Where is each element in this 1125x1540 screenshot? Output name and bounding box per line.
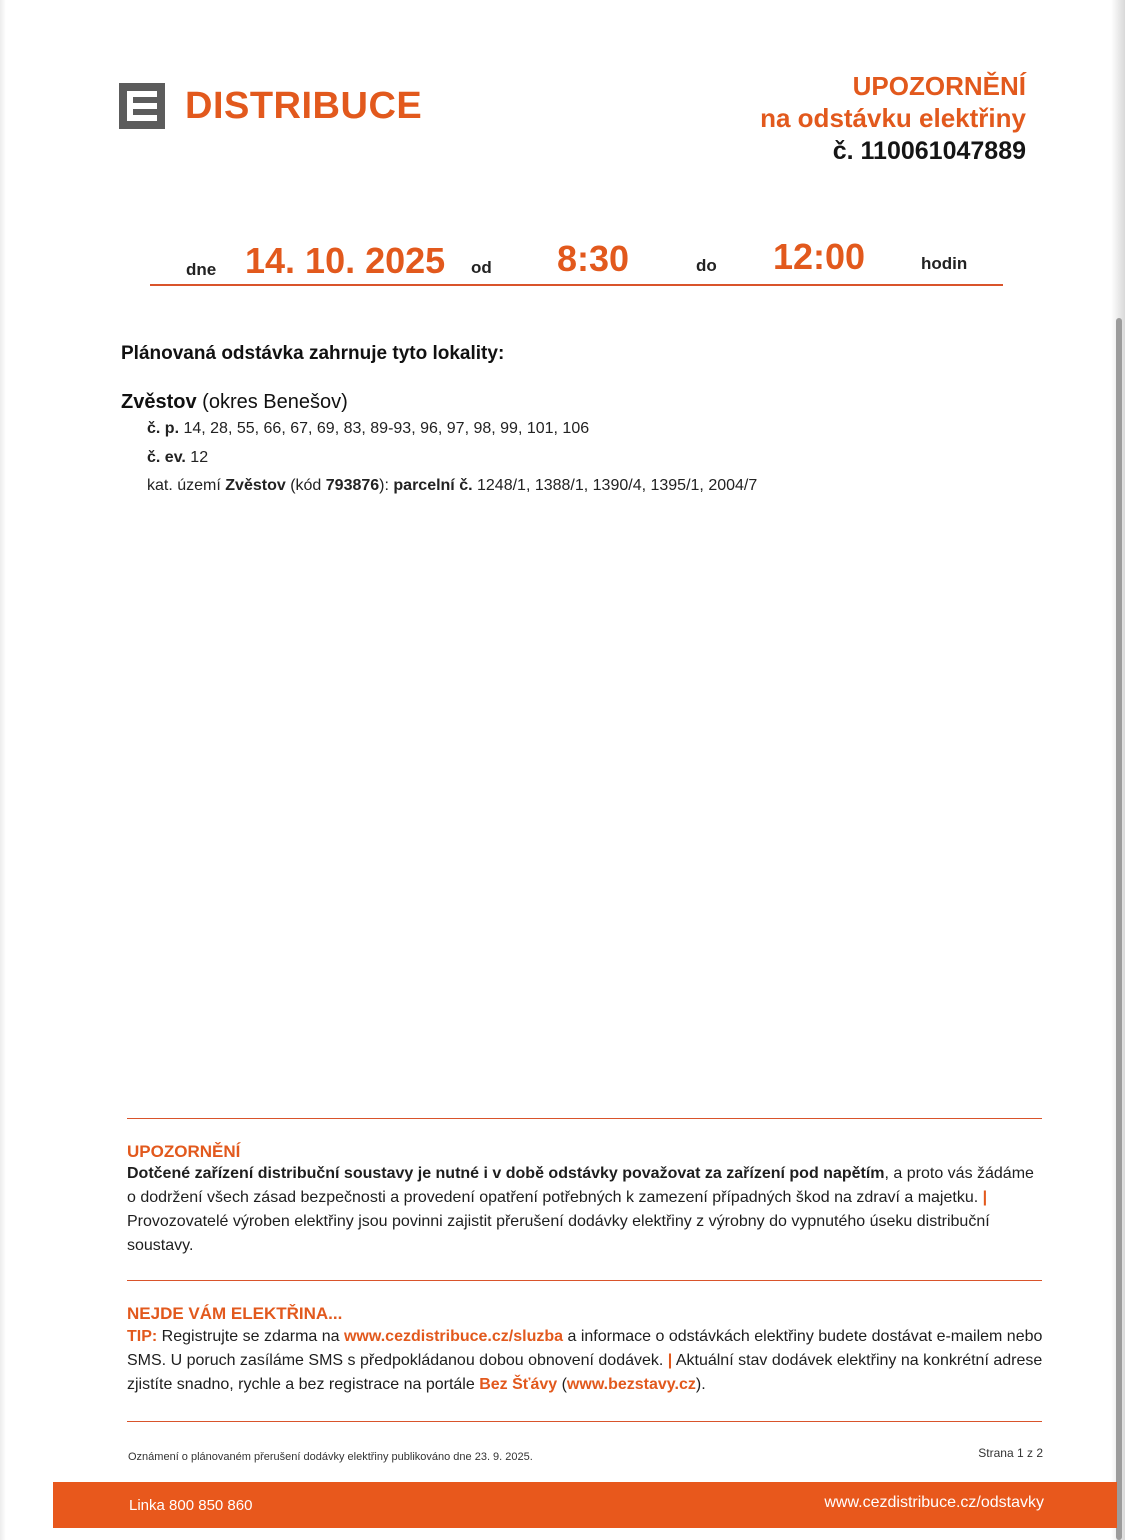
separator: |: [982, 1189, 988, 1206]
cadastral-code-prefix: (kód: [290, 477, 322, 494]
warning-text-2: Provozovatelé výroben elektřiny jsou povinni zajistit přerušení dodávky elektřiny z výrobny do vypnutého úseku distribuční soustavy.: [127, 1213, 990, 1254]
cez-logo-icon: [119, 83, 165, 129]
divider: [127, 1280, 1042, 1281]
house-numbers: [147, 420, 589, 438]
tip-text-2: a informace o odstávkách elektřiny budete dostávat e-mailem nebo SMS. U poruch zasíláme SMS s předpokládanou dobou obnovení dodávek.: [127, 1328, 1043, 1369]
notice-number: č. 110061047889: [832, 137, 1026, 165]
notice-subtitle: na odstávku elektřiny: [760, 103, 1026, 133]
tip-text: [127, 1325, 1047, 1397]
scrollbar-thumb[interactable]: [1116, 318, 1122, 1540]
paren-open: (: [561, 1376, 567, 1393]
outage-schedule: [150, 235, 1003, 285]
page-left-edge: [0, 0, 6, 1540]
registry-numbers-label: č. ev.: [147, 449, 186, 466]
tip-title: NEJDE VÁM ELEKTŘINA...: [127, 1304, 343, 1323]
service-link[interactable]: www.cezdistribuce.cz/sluzba: [343, 1328, 564, 1345]
locations-heading: Plánovaná odstávka zahrnuje tyto lokality:: [121, 343, 505, 364]
date-label: dne: [186, 260, 217, 279]
notice-title: UPOZORNĚNÍ: [852, 71, 1026, 101]
paren-close: ).: [695, 1376, 706, 1393]
divider: [127, 1118, 1042, 1119]
divider: [127, 1421, 1042, 1422]
cadastral-code-suffix: ):: [379, 477, 389, 494]
warning-title: UPOZORNĚNÍ: [127, 1142, 241, 1161]
to-label: do: [696, 256, 717, 275]
tip-label: TIP:: [127, 1328, 158, 1345]
warning-text: [127, 1162, 1047, 1258]
cadastral-prefix: kat. území: [147, 477, 221, 494]
cadastral-code: 793876: [325, 477, 380, 494]
location-place: [121, 391, 348, 414]
end-time: 12:00: [773, 236, 866, 277]
schedule-underline: [150, 284, 1003, 286]
parcel-values: 1248/1, 1388/1, 1390/4, 1395/1, 2004/7: [477, 477, 758, 494]
parcel-label: parcelní č.: [393, 477, 473, 494]
tip-text-1: Registrujte se zdarma na: [161, 1328, 340, 1345]
warning-bold-text: Dotčené zařízení distribuční soustavy je nutné i v době odstávky považovat za zařízení pod napětím: [127, 1165, 885, 1182]
registry-numbers-values: 12: [190, 449, 209, 466]
hotline: Linka 800 850 860: [129, 1497, 253, 1514]
page-number: Strana 1 z 2: [978, 1446, 1043, 1460]
outages-website-link[interactable]: www.cezdistribuce.cz/odstavky: [824, 1494, 1044, 1511]
warning-text-1: , a proto vás žádáme o dodržení všech zásad bezpečnosti a provedení opatření potřebných k zamezení případných škod na zdraví a majetku.: [127, 1165, 1034, 1206]
cez-logo: [119, 83, 422, 129]
logo-wordmark: DISTRIBUCE: [185, 84, 423, 127]
place-name: Zvěstov: [121, 391, 197, 413]
cadastral-name: Zvěstov: [225, 477, 286, 494]
from-label: od: [471, 258, 492, 277]
house-numbers-label: č. p.: [147, 420, 180, 437]
start-time: 8:30: [557, 238, 630, 279]
registry-numbers: [147, 449, 208, 467]
separator: |: [667, 1352, 673, 1369]
portal-name: Bez Šťávy: [479, 1376, 558, 1393]
house-numbers-values: 14, 28, 55, 66, 67, 69, 83, 89-93, 96, 97, 98, 99, 101, 106: [183, 420, 590, 437]
cadastral-info: [147, 477, 757, 495]
publication-note: Oznámení o plánovaném přerušení dodávky elektřiny publikováno dne 23. 9. 2025.: [128, 1451, 533, 1463]
notice-header: [760, 70, 1026, 168]
footer-bar: [53, 1482, 1117, 1528]
bezstavy-link[interactable]: www.bezstavy.cz: [566, 1376, 696, 1393]
hours-label: hodin: [921, 254, 968, 273]
outage-date: 14. 10. 2025: [245, 240, 446, 281]
place-district: (okres Benešov): [202, 391, 348, 413]
tip-text-3: Aktuální stav dodávek elektřiny na konkrétní adrese zjistíte snadno, rychle a bez registrace na portále: [127, 1352, 1043, 1393]
